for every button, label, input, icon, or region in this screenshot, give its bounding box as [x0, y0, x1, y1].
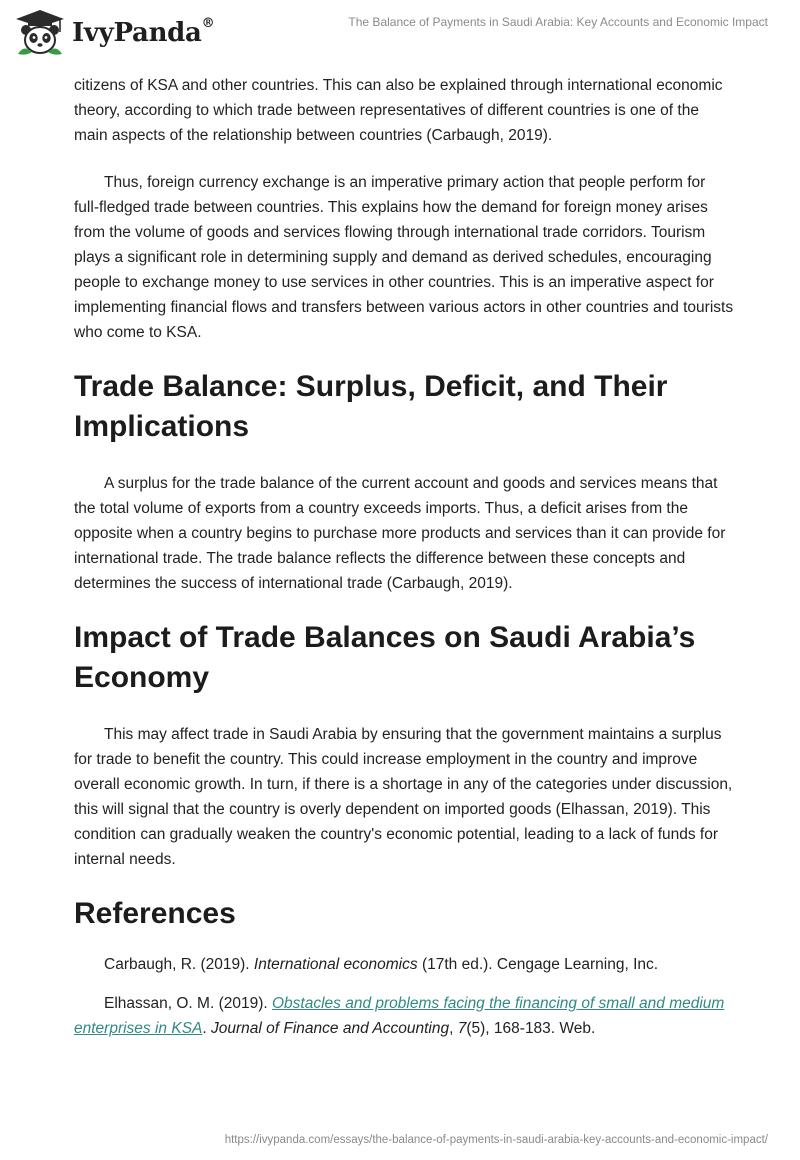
paragraph-continued: citizens of KSA and other countries. This can also be explained through international economic theory, according to which trade between representatives of different countries is one of the main aspects of the relationship between countries (Carbaugh, 2019).	[74, 77, 723, 144]
journal-volume: 7	[457, 1020, 467, 1037]
essay-body	[74, 73, 734, 1055]
source-url[interactable]: https://ivypanda.com/essays/the-balance-of-payments-in-saudi-arabia-key-accounts-and-economic-impact/	[224, 1134, 768, 1146]
heading-references: References	[74, 897, 236, 930]
brand-logo[interactable]	[14, 8, 214, 58]
reference-title: International economics	[253, 956, 418, 973]
paragraph-impact: This may affect trade in Saudi Arabia by ensuring that the government maintains a surplus for trade to benefit the country. This could increase employment in the country and improve overall economic growth. In turn, if there is a shortage in any of the categories under discussion, this will signal that the country is overly dependent on imported goods (Elhassan, 2019). This condition can gradually weaken the country's economic potential, leading to a lack of funds for internal needs.	[74, 726, 733, 868]
reference-elhassan: Elhassan, O. M. (2019). Obstacles and problems facing the financing of small and medium enterprises in KSA. Journal of Finance and Accounting, 7(5), 168-183. Web.	[74, 995, 725, 1037]
reference-link[interactable]: Obstacles and problems facing the financing of small and medium enterprises in KSA	[74, 995, 725, 1037]
heading-impact: Impact of Trade Balances on Saudi Arabia’s Economy	[74, 621, 696, 694]
paragraph-currency-exchange: Thus, foreign currency exchange is an imperative primary action that people perform for full-fledged trade between countries. This explains how the demand for foreign money arises from the volume of goods and services flowing through international trade corridors. Tourism plays a significant role in determining supply and demand as derived schedules, encouraging people to exchange money to use services in other countries. This is an imperative aspect for implementing financial flows and transfers between various actors in other countries and tourists who come to KSA.	[74, 174, 734, 341]
panda-graduate-icon	[14, 8, 66, 58]
registered-mark: ®	[201, 16, 215, 32]
paragraph-trade-balance: A surplus for the trade balance of the current account and goods and services means that the total volume of exports from a country exceeds imports. Thus, a deficit arises from the opposite when a country begins to purchase more products and services than it can provide for international trade. The trade balance reflects the difference between these concepts and determines the success of international trade (Carbaugh, 2019).	[74, 475, 726, 592]
brand-name: IvyPanda®	[72, 16, 215, 48]
document-title: The Balance of Payments in Saudi Arabia: Key Accounts and Economic Impact	[348, 15, 768, 29]
page-header	[0, 0, 800, 62]
heading-trade-balance: Trade Balance: Surplus, Deficit, and Their Implications	[74, 370, 668, 443]
reference-carbaugh: Carbaugh, R. (2019). International economics (17th ed.). Cengage Learning, Inc.	[104, 956, 659, 973]
journal-title: Journal of Finance and Accounting	[211, 1020, 450, 1037]
